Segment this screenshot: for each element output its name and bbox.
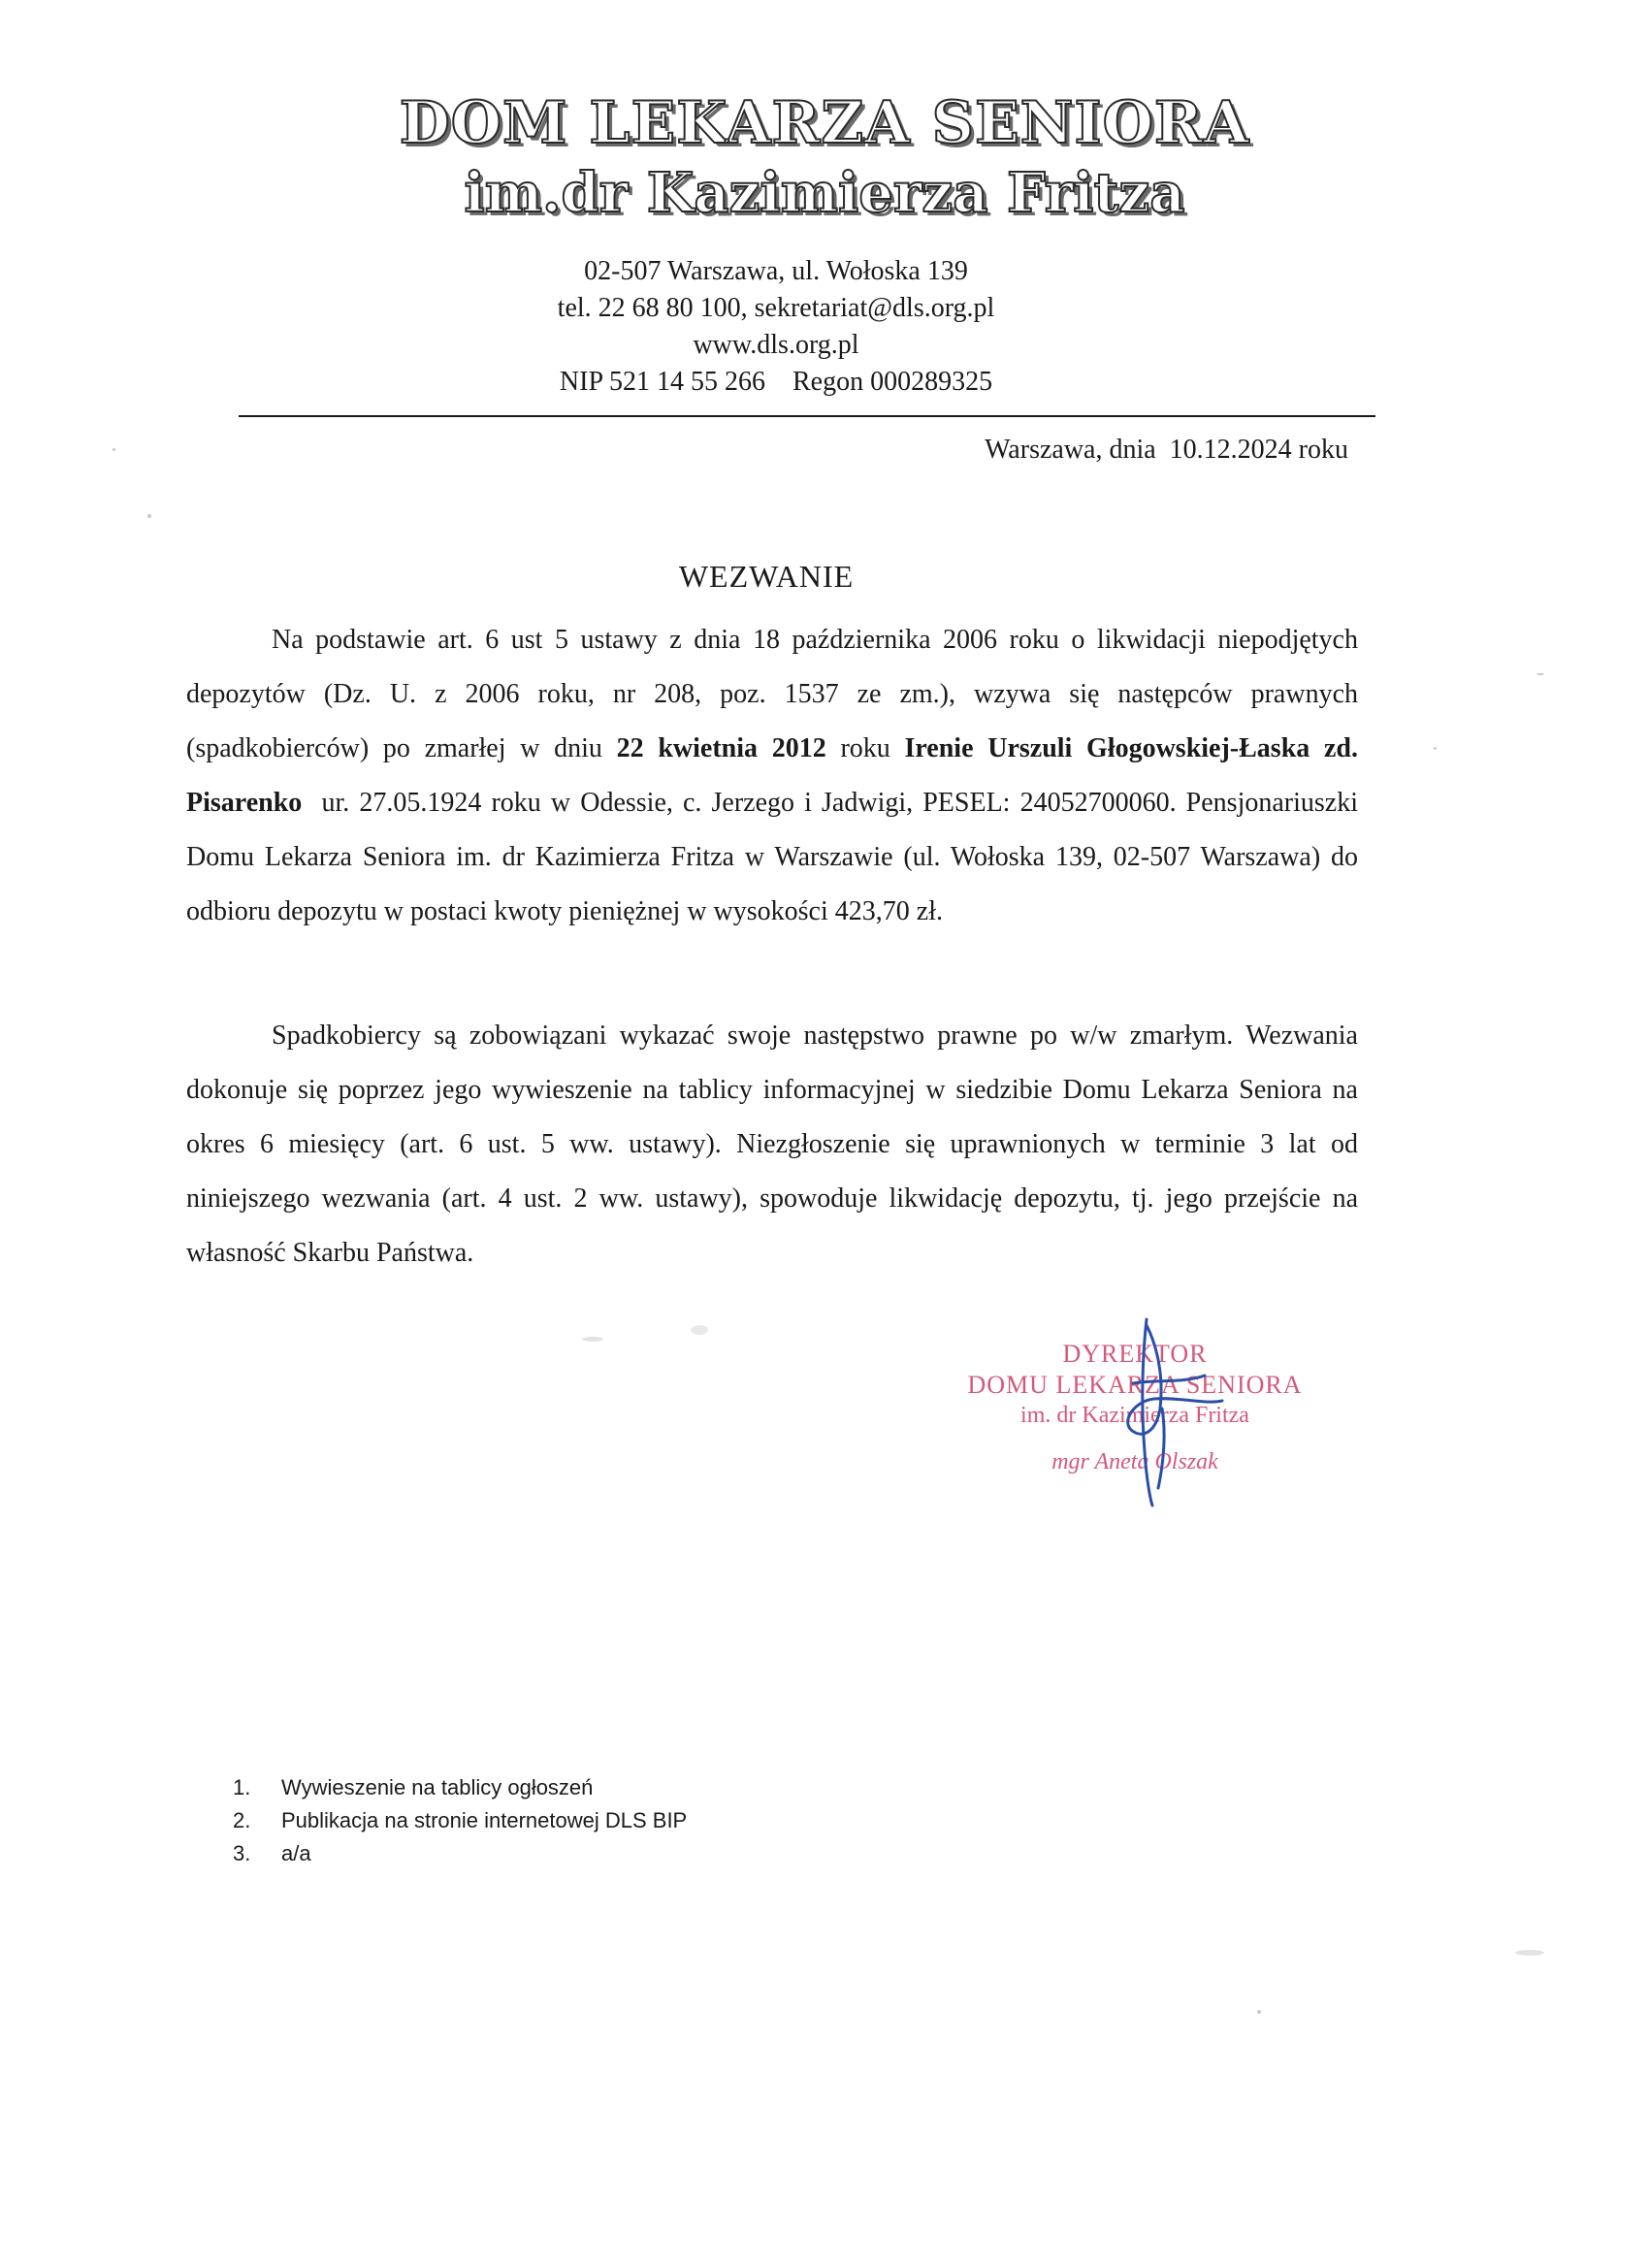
scan-speck: [147, 514, 151, 518]
list-item: [233, 1804, 687, 1837]
death-date: 22 kwietnia 2012: [616, 733, 826, 763]
letterhead-website: www.dls.org.pl: [693, 330, 859, 360]
list-item-text: a/a: [281, 1841, 311, 1865]
date-line: Warszawa, dnia 10.12.2024 roku: [985, 435, 1348, 465]
scan-speck: [1434, 747, 1437, 750]
list-item-text: Wywieszenie na tablicy ogłoszeń: [281, 1775, 594, 1799]
document-heading: WEZWANIE: [678, 559, 855, 594]
scan-speck: [582, 1337, 603, 1342]
list-item-number: 2.: [233, 1808, 251, 1832]
scan-speck: [1257, 2010, 1261, 2014]
p1-text-b: roku: [825, 733, 905, 763]
letterhead-registry: NIP 521 14 55 266 Regon 000289325: [559, 367, 993, 397]
list-item-number: 3.: [233, 1841, 251, 1865]
letterhead-contact: tel. 22 68 80 100, sekretariat@dls.org.pl: [557, 293, 995, 323]
letterhead-address: 02-507 Warszawa, ul. Wołoska 139: [584, 256, 968, 286]
scan-speck: [1515, 1950, 1544, 1956]
scan-speck: [691, 1325, 708, 1335]
stamp-title: DYREKTOR: [1062, 1340, 1208, 1368]
list-item: [233, 1771, 687, 1804]
handwritten-signature: [1086, 1315, 1242, 1509]
scan-speck: [113, 448, 115, 451]
deceased-name: Irenie Urszuli Głogowskiej-Łaska zd. Pisarenko: [186, 733, 1358, 818]
distribution-list: [233, 1771, 687, 1870]
stamp-institution: DOMU LEKARZA SENIORA: [967, 1371, 1303, 1399]
header-divider: [239, 415, 1375, 417]
p1-text-a: Na podstawie art. 6 ust 5 ustawy z dnia 18 października 2006 roku o likwidacji niepodjętych depozytów (Dz. U. z 2006 roku, nr 208, poz. 1537 ze zm.), wzywa się następców prawnych (spadkobierców) po zmarłej w dniu: [186, 625, 1358, 763]
stamp-patron: im. dr Kazimierza Fritza: [1020, 1403, 1249, 1428]
scan-speck: [1536, 673, 1544, 675]
letterhead-subtitle: im.dr Kazimierza Fritza: [464, 161, 1185, 225]
body-paragraph-2: Spadkobiercy są zobowiązani wykazać swoje następstwo prawne po w/w zmarłym. Wezwania dokonuje się poprzez jego wywieszenie na tablicy informacyjnej w siedzibie Domu Lekarza Seniora na okres 6 miesięcy (art. 6 ust. 5 ww. ustawy). Niezgłoszenie się uprawnionych w terminie 3 lat od niniejszego wezwania (art. 4 ust. 2 ww. ustawy), spowoduje likwidację depozytu, tj. jego przejście na własność Skarbu Państwa.: [186, 1021, 1358, 1268]
list-item-number: 1.: [233, 1775, 251, 1799]
list-item-text: Publikacja na stronie internetowej DLS BIP: [281, 1808, 688, 1832]
p1-text-c: ur. 27.05.1924 roku w Odessie, c. Jerzego i Jadwigi, PESEL: 24052700060. Pensjonariuszki Domu Lekarza Seniora im. dr Kazimierza Fritza w Warszawie (ul. Wołoska 139, 02-507 Warszawa) do odbioru depozytu w postaci kwoty pieniężnej w wysokości 423,70 zł.: [186, 788, 1365, 926]
letterhead-title: DOM LEKARZA SENIORA: [399, 89, 1250, 157]
stamp-signatory: mgr Aneta Olszak: [1051, 1449, 1218, 1474]
list-item: [233, 1837, 687, 1870]
body-paragraph-1: [186, 613, 1365, 939]
